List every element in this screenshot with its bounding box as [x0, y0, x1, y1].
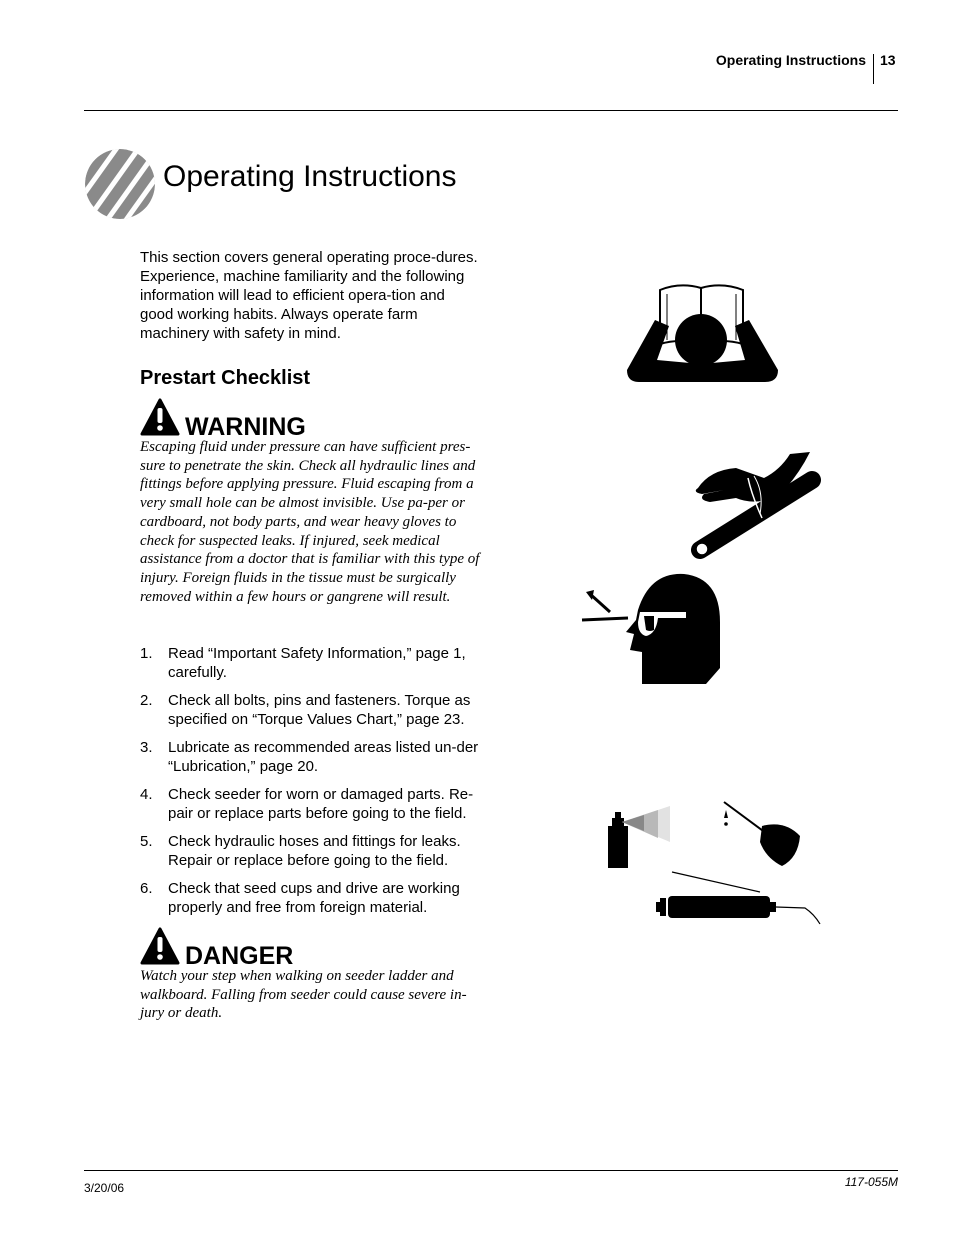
- warning-label: WARNING: [185, 413, 306, 441]
- read-manual-icon: [625, 280, 780, 385]
- eye-protection-icon: [580, 570, 725, 688]
- checklist-item: [140, 691, 485, 729]
- checklist-item: [140, 879, 485, 917]
- checklist-item-number: 6.: [140, 880, 153, 897]
- prestart-heading: Prestart Checklist: [140, 367, 311, 389]
- header-divider: [873, 54, 874, 84]
- page-number: 13: [880, 52, 896, 68]
- danger-triangle-icon: [140, 927, 180, 965]
- striped-circle-section-icon: [84, 148, 156, 220]
- checklist-item-number: 3.: [140, 739, 153, 756]
- checklist-item-text: Lubricate as recommended areas listed un-der “Lubrication,” page 20.: [168, 739, 479, 775]
- checklist-item: [140, 785, 485, 823]
- checklist-item-text: Check all bolts, pins and fasteners. Torque as specified on “Torque Values Chart,” page 23.: [168, 692, 471, 728]
- warning-text: Escaping fluid under pressure can have sufficient pres-sure to penetrate the skin. Check all hydraulic lines and fittings before applying pressure. Fluid escaping from a very small hole can be almost invisible. Use pa-per or cardboard, not body parts, and wear heavy gloves to check for suspected leaks. If injured, seek medical assistance from a doctor that is familiar with this type of injury. Foreign fluids in the tissue must be surgically removed within a few hours or gangrene will result.: [140, 439, 480, 605]
- header-rule: [84, 110, 898, 111]
- checklist-item: [140, 738, 485, 776]
- lubrication-tools-icon: [600, 798, 825, 928]
- checklist-item-number: 2.: [140, 692, 153, 709]
- section-title: Operating Instructions: [163, 160, 457, 193]
- footer-rule: [84, 1170, 898, 1171]
- running-header-title: Operating Instructions: [715, 52, 866, 68]
- warning-triangle-icon: [140, 398, 180, 436]
- checklist-item-text: Check that seed cups and drive are working properly and free from foreign material.: [168, 880, 460, 916]
- checklist-item-number: 1.: [140, 645, 153, 662]
- danger-text: Watch your step when walking on seeder ladder and walkboard. Falling from seeder could cause severe in-jury or death.: [140, 968, 467, 1022]
- danger-label: DANGER: [185, 942, 294, 970]
- checklist-item-text: Check hydraulic hoses and fittings for leaks. Repair or replace before going to the field.: [168, 833, 461, 869]
- checklist-item-text: Check seeder for worn or damaged parts. Re-pair or replace parts before going to the field.: [168, 786, 474, 822]
- footer-document-number: 117-055M: [844, 1175, 898, 1189]
- checklist-item-number: 5.: [140, 833, 153, 850]
- checklist-item-text: Read “Important Safety Information,” page 1, carefully.: [168, 645, 466, 681]
- checklist-item-number: 4.: [140, 786, 153, 803]
- hydraulic-fluid-injection-icon: [690, 448, 822, 558]
- intro-paragraph: This section covers general operating proce-dures. Experience, machine familiarity and the following information will lead to efficient opera-tion and good working habits. Always operate farm machinery with safety in mind.: [140, 249, 478, 342]
- checklist-item: [140, 644, 485, 682]
- prestart-checklist: [140, 644, 485, 926]
- checklist-item: [140, 832, 485, 870]
- footer-date: 3/20/06: [84, 1181, 125, 1195]
